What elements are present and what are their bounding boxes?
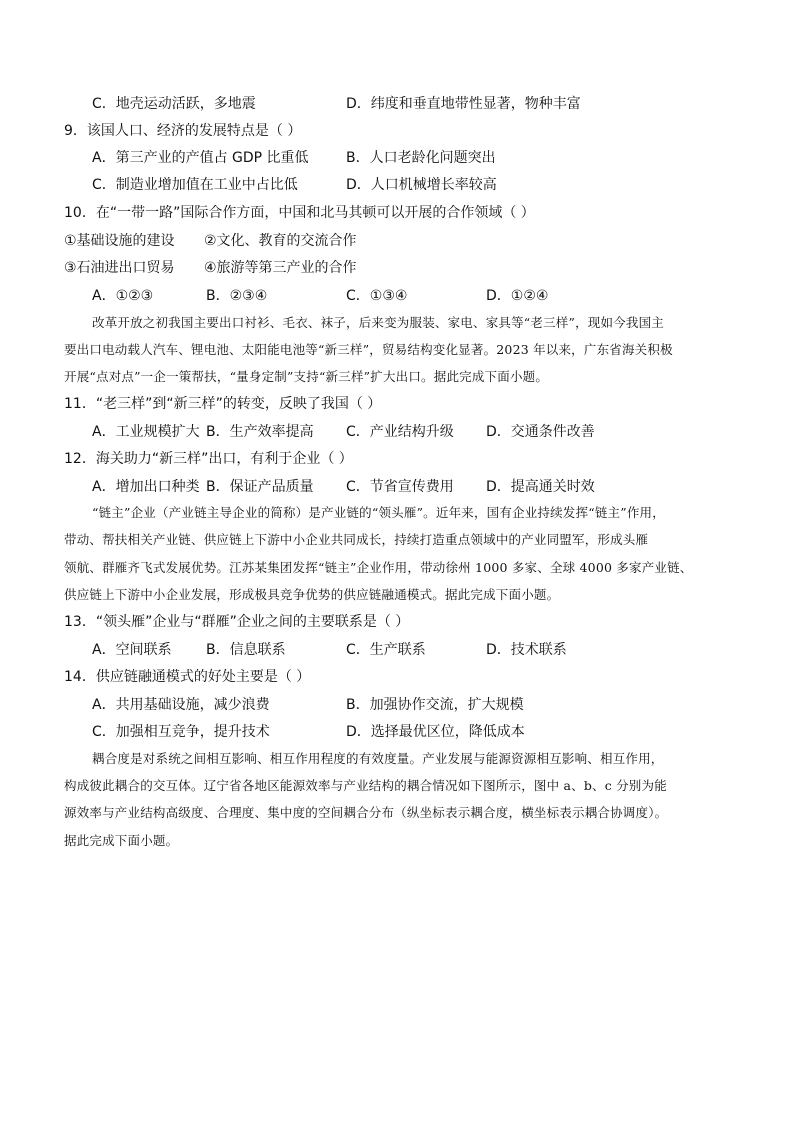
- passage-3-line-2: 构成彼此耦合的交互体。辽宁省各地区能源效率与产业结构的耦合情况如下图所示，图中 a、b、c 分别为能: [64, 778, 667, 793]
- q13-option-d: D．技术联系: [486, 642, 567, 658]
- q13-option-c: C．生产联系: [346, 642, 426, 658]
- q9-option-b: B．人口老龄化问题突出: [346, 150, 496, 166]
- q12-option-c: C．节省宣传费用: [346, 479, 454, 495]
- q10-item-1: ①基础设施的建设: [64, 233, 175, 249]
- passage-2-line-4: 供应链上下游中小企业发展，形成极具竞争优势的供应链融通模式。据此完成下面小题。: [64, 587, 560, 602]
- q9-option-a: A．第三产业的产值占 GDP 比重低: [92, 150, 309, 166]
- q12-option-a: A．增加出口种类: [92, 479, 200, 495]
- q10-stem: 10．在“一带一路”国际合作方面，中国和北马其顿可以开展的合作领域（ ）: [64, 205, 535, 221]
- passage-2-line-2: 带动、帮扶相关产业链、供应链上下游中小企业共同成长，持续打造重点领域中的产业同盟军，形成头雁: [64, 532, 649, 547]
- q9-stem: 9．该国人口、经济的发展特点是（ ）: [64, 123, 302, 139]
- passage-1-line-1: 改革开放之初我国主要出口衬衫、毛衣、袜子，后来变为服装、家电、家具等“老三样”，现如今我国主: [92, 315, 664, 330]
- q14-stem: 14．供应链融通模式的好处主要是（ ）: [64, 669, 311, 685]
- q10-option-b: B．②③④: [206, 288, 268, 304]
- q8-option-c: C．地壳运动活跃，多地震: [92, 96, 256, 112]
- q14-option-b: B．加强协作交流，扩大规模: [346, 697, 524, 713]
- passage-1-line-3: 开展“点对点”一企一策帮扶，“量身定制”支持“新三样”扩大出口。据此完成下面小题。: [64, 369, 549, 384]
- q10-option-c: C．①③④: [346, 288, 408, 304]
- q10-item-3: ③石油进出口贸易: [64, 260, 175, 276]
- q10-item-2: ②文化、教育的交流合作: [204, 233, 357, 249]
- q13-stem: 13．“领头雁”企业与“群雁”企业之间的主要联系是（ ）: [64, 614, 410, 630]
- passage-2-line-1: “链主”企业（产业链主导企业的简称）是产业链的“领头雁”。近年来，国有企业持续发挥“链主”作用，: [92, 505, 665, 520]
- q12-option-d: D．提高通关时效: [486, 479, 595, 495]
- q9-option-c: C．制造业增加值在工业中占比低: [92, 177, 298, 193]
- q11-option-d: D．交通条件改善: [486, 424, 595, 440]
- q13-option-a: A．空间联系: [92, 642, 172, 658]
- q14-option-d: D．选择最优区位，降低成本: [346, 724, 525, 740]
- q14-option-a: A．共用基础设施，减少浪费: [92, 697, 270, 713]
- q12-option-b: B．保证产品质量: [206, 479, 314, 495]
- q11-stem: 11．“老三样”到“新三样”的转变，反映了我国（ ）: [64, 396, 382, 412]
- q12-stem: 12．海关助力“新三样”出口，有利于企业（ ）: [64, 451, 353, 467]
- q11-option-b: B．生产效率提高: [206, 424, 314, 440]
- q9-option-d: D．人口机械增长率较高: [346, 177, 497, 193]
- q10-item-4: ④旅游等第三产业的合作: [204, 260, 357, 276]
- q14-option-c: C．加强相互竞争，提升技术: [92, 724, 270, 740]
- q10-option-d: D．①②④: [486, 288, 549, 304]
- q11-option-a: A．工业规模扩大: [92, 424, 200, 440]
- passage-3-line-4: 据此完成下面小题。: [64, 833, 179, 848]
- passage-2-line-3: 领航、群雁齐飞式发展优势。江苏某集团发挥“链主”企业作用，带动徐州 1000 多家、全球 4000 多家产业链、: [64, 560, 693, 575]
- passage-3-line-3: 源效率与产业结构高级度、合理度、集中度的空间耦合分布（纵坐标表示耦合度，横坐标表示耦合协调度）。: [64, 805, 668, 820]
- passage-3-line-1: 耦合度是对系统之间相互影响、相互作用程度的有效度量。产业发展与能源资源相互影响、相互作用，: [92, 751, 664, 766]
- q8-option-d: D．纬度和垂直地带性显著，物种丰富: [346, 96, 581, 112]
- q11-option-c: C．产业结构升级: [346, 424, 454, 440]
- q13-option-b: B．信息联系: [206, 642, 286, 658]
- q10-option-a: A．①②③: [92, 288, 154, 304]
- passage-1-line-2: 要出口电动载人汽车、锂电池、太阳能电池等“新三样”，贸易结构变化显著。2023 年以来，广东省海关积极: [64, 342, 673, 357]
